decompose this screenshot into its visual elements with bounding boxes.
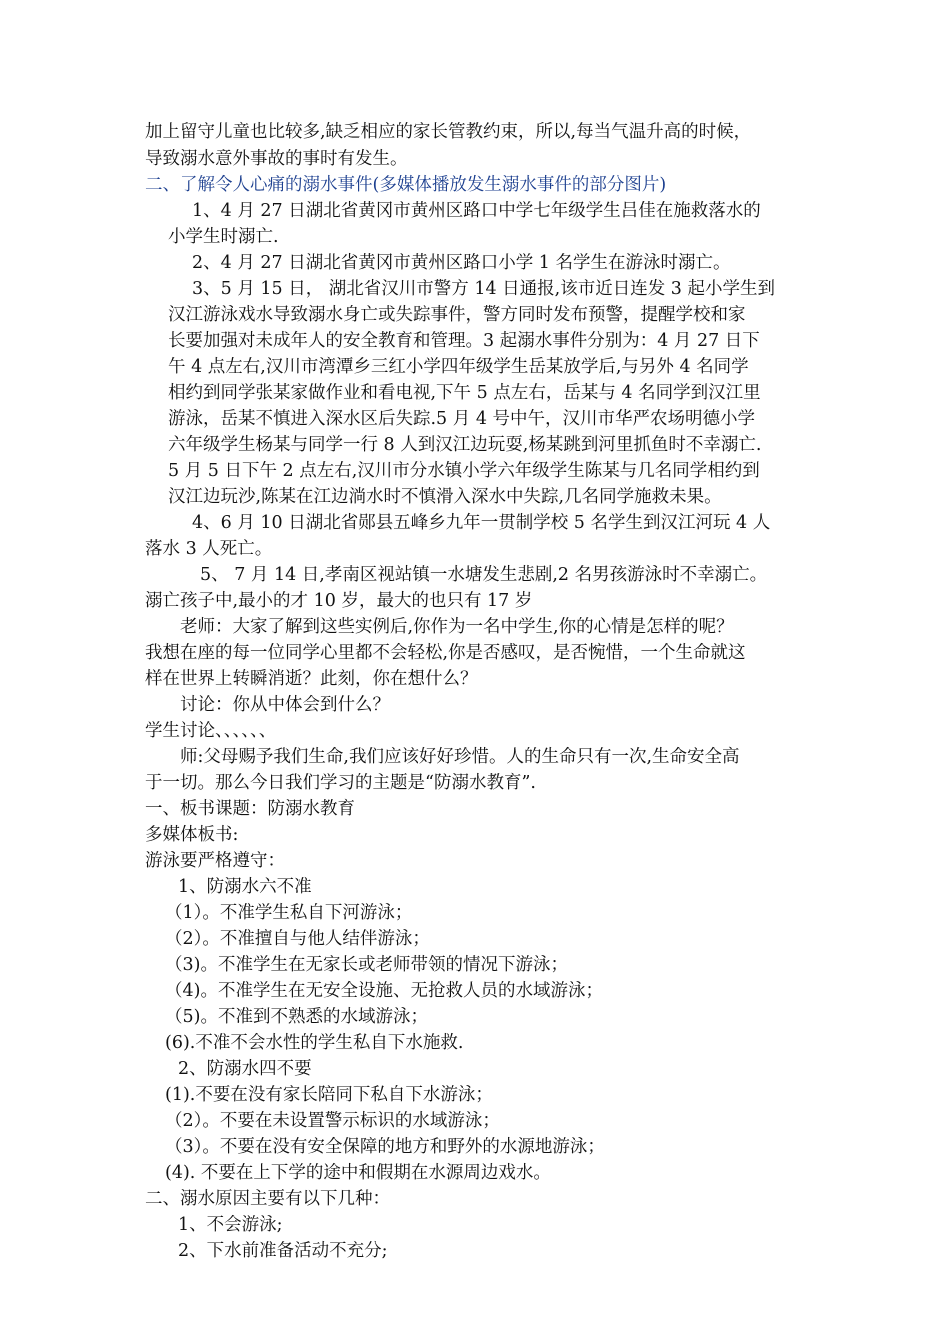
list-item: （4)。不准学生在无安全设施、无抢救人员的水域游泳； <box>165 981 603 1001</box>
list-item: 1、不会游泳; <box>178 1215 283 1235</box>
text-line: 5、 7 月 14 日,孝南区视站镇一水塘发生悲剧,2 名男孩游泳时不幸溺亡。 <box>200 565 768 585</box>
text-line: 小学生时溺亡. <box>168 227 279 247</box>
text-line: 相约到同学张某家做作业和看电视,下午 5 点左右，岳某与 4 名同学到汉江里 <box>168 383 761 403</box>
text-line: 导致溺水意外事故的事时有发生。 <box>145 149 408 169</box>
text-line: 2、4 月 27 日湖北省黄冈市黄州区路口小学 1 名学生在游泳时溺亡。 <box>192 253 731 273</box>
text-line: 学生讨论、、、、、、 <box>145 721 277 741</box>
text-line: 长要加强对未成年人的安全教育和管理。3 起溺水事件分别为：4 月 27 日下 <box>168 331 760 351</box>
text-line: 讨论：你从中体会到什么？ <box>180 695 390 715</box>
text-line: 我想在座的每一位同学心里都不会轻松,你是否感叹，是否惋惜，一个生命就这 <box>145 643 746 663</box>
text-line: 游泳要严格遵守： <box>145 851 285 871</box>
list-heading: 2、防溺水四不要 <box>178 1059 312 1079</box>
section-heading: 二、了解令人心痛的溺水事件(多媒体播放发生溺水事件的部分图片) <box>145 175 667 195</box>
text-line: 于一切。那么今日我们学习的主题是“防溺水教育”. <box>145 773 536 793</box>
list-item: （3)。不准学生在无家长或老师带领的情况下游泳； <box>165 955 568 975</box>
list-item: （1）。不准学生私自下河游泳； <box>165 903 413 923</box>
section-heading: 二、溺水原因主要有以下几种： <box>145 1189 390 1209</box>
list-item: (4). 不要在上下学的途中和假期在水源周边戏水。 <box>165 1163 551 1183</box>
text-line: 落水 3 人死亡。 <box>145 539 273 559</box>
text-line: 多媒体板书: <box>145 825 239 845</box>
section-heading: 一、板书课题：防溺水教育 <box>145 799 355 819</box>
list-heading: 1、防溺水六不准 <box>178 877 312 897</box>
list-item: (6).不准不会水性的学生私自下水施救. <box>165 1033 464 1053</box>
text-line: 1、4 月 27 日湖北省黄冈市黄州区路口中学七年级学生吕佳在施救落水的 <box>192 201 761 221</box>
text-line: 师:父母赐予我们生命,我们应该好好珍惜。人的生命只有一次,生命安全高 <box>180 747 740 767</box>
text-line: 4、6 月 10 日湖北省郧县五峰乡九年一贯制学校 5 名学生到汉江河玩 4 人 <box>192 513 771 533</box>
list-item: （2）。不准擅自与他人结伴游泳； <box>165 929 430 949</box>
list-item: （5)。不准到不熟悉的水域游泳； <box>165 1007 428 1027</box>
text-line: 加上留守儿童也比较多,缺乏相应的家长管教约束，所以,每当气温升高的时候， <box>145 122 752 142</box>
text-line: 样在世界上转瞬消逝？此刻，你在想什么？ <box>145 669 478 689</box>
text-line: 5 月 5 日下午 2 点左右,汉川市分水镇小学六年级学生陈某与几名同学相约到 <box>168 461 760 481</box>
text-line: 老师：大家了解到这些实例后,你作为一名中学生,你的心情是怎样的呢？ <box>180 617 734 637</box>
list-item: 2、下水前准备活动不充分; <box>178 1241 388 1261</box>
text-line: 3、5 月 15 日， 湖北省汉川市警方 14 日通报,该市近日连发 3 起小学生到 <box>192 279 776 299</box>
text-line: 溺亡孩子中,最小的才 10 岁，最大的也只有 17 岁 <box>145 591 533 611</box>
text-line: 六年级学生杨某与同学一行 8 人到汉江边玩耍,杨某跳到河里抓鱼时不幸溺亡. <box>168 435 762 455</box>
list-item: （3）。不要在没有安全保障的地方和野外的水源地游泳； <box>165 1137 605 1157</box>
list-item: （2）。不要在未设置警示标识的水域游泳； <box>165 1111 500 1131</box>
text-line: 午 4 点左右,汉川市湾潭乡三红小学四年级学生岳某放学后,与另外 4 名同学 <box>168 357 749 377</box>
text-line: 汉江游泳戏水导致溺水身亡或失踪事件，警方同时发布预警，提醒学校和家 <box>168 305 746 325</box>
list-item: (1).不要在没有家长陪同下私自下水游泳； <box>165 1085 493 1105</box>
text-line: 游泳，岳某不慎进入深水区后失踪.5 月 4 号中午，汉川市华严农场明德小学 <box>168 409 756 429</box>
text-line: 汉江边玩沙,陈某在江边淌水时不慎滑入深水中失踪,几名同学施救未果。 <box>168 487 722 507</box>
